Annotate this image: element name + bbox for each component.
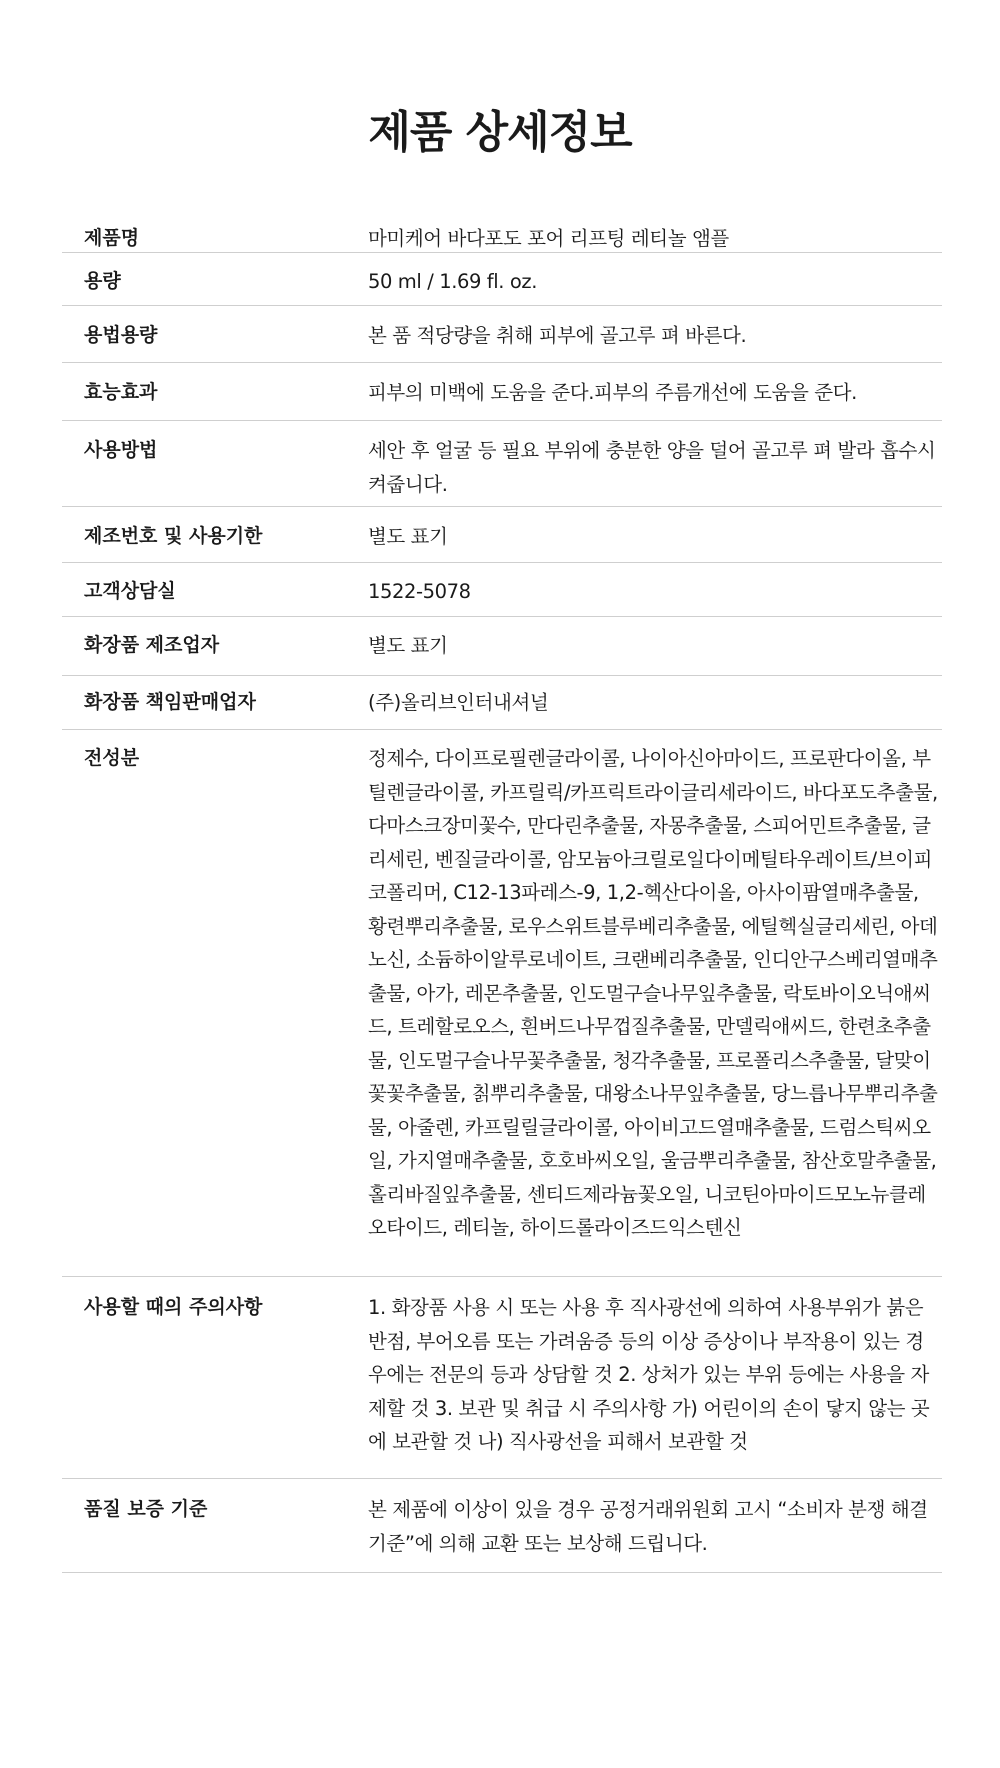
spec-row-distributor: [62, 676, 942, 730]
spec-value: 1522-5078: [368, 580, 471, 603]
spec-row-dosage: [62, 306, 942, 363]
spec-value: (주)올리브인터내셔널: [368, 691, 549, 714]
spec-label: 제품명: [84, 227, 140, 249]
spec-row-lot-expiry: [62, 507, 942, 563]
spec-row-volume: [62, 253, 942, 306]
spec-label: 사용방법: [84, 439, 158, 461]
spec-row-quality-guarantee: [62, 1479, 942, 1573]
spec-row-customer-service: [62, 563, 942, 617]
spec-label: 고객상담실: [84, 580, 176, 602]
spec-value: 마미케어 바다포도 포어 리프팅 레티놀 앰플: [368, 227, 729, 250]
spec-row-ingredients: [62, 730, 942, 1277]
spec-label: 용법용량: [84, 324, 158, 346]
spec-row-precautions: [62, 1277, 942, 1479]
spec-label: 화장품 책임판매업자: [84, 691, 256, 713]
spec-row-product-name: [62, 222, 942, 253]
spec-label: 화장품 제조업자: [84, 634, 220, 656]
page-title: 제품 상세정보: [368, 107, 632, 158]
spec-value: 세안 후 얼굴 등 필요 부위에 충분한 양을 덜어 골고루 펴 발라 흡수시켜줍니다.: [368, 439, 936, 496]
spec-value: 별도 표기: [368, 525, 448, 548]
spec-label: 사용할 때의 주의사항: [84, 1296, 263, 1318]
spec-label: 품질 보증 기준: [84, 1498, 208, 1520]
spec-row-usage: [62, 421, 942, 507]
spec-value: 50 ml / 1.69 fl. oz.: [368, 270, 538, 293]
spec-label: 전성분: [84, 747, 140, 769]
spec-value: 본 제품에 이상이 있을 경우 공정거래위원회 고시 “소비자 분쟁 해결 기준”에 의해 교환 또는 보상해 드립니다.: [368, 1498, 928, 1555]
spec-value: 1. 화장품 사용 시 또는 사용 후 직사광선에 의하여 사용부위가 붉은 반점, 부어오름 또는 가려움증 등의 이상 증상이나 부작용이 있는 경우에는 전문의 등과 상담할 것 2. 상처가 있는 부위 등에는 사용을 자제할 것 3. 보관 및 취급 시 주의사항 가) 어린이의 손이 닿지 않는 곳에 보관할 것 나) 직사광선을 피해서 보관할 것: [368, 1296, 930, 1453]
spec-row-efficacy: [62, 363, 942, 421]
spec-label: 제조번호 및 사용기한: [84, 525, 263, 547]
spec-label: 효능효과: [84, 381, 158, 403]
spec-value: 정제수, 다이프로필렌글라이콜, 나이아신아마이드, 프로판다이올, 부틸렌글라이콜, 카프릴릭/카프릭트라이글리세라이드, 바다포도추출물, 다마스크장미꽃수, 만다린추출물, 자몽추출물, 스피어민트추출물, 글리세린, 벤질글라이콜, 암모늄아크릴로일다이메틸타우레이트/브이피코폴리머, C12-13파레스-9, 1,2-헥산다이올, 아사이팜열매추출물, 황련뿌리추출물, 로우스위트블루베리추출물, 에틸헥실글리세린, 아데노신, 소듐하이알루로네이트, 크랜베리추출물, 인디안구스베리열매추출물, 아가, 레몬추출물, 인도멀구슬나무잎추출물, 락토바이오닉애씨드, 트레할로오스, 흰버드나무껍질추출물, 만델릭애씨드, 한련초추출물, 인도멀구슬나무꽃추출물, 청각추출물, 프로폴리스추출물, 달맞이꽃꽃추출물, 칡뿌리추출물, 대왕소나무잎추출물, 당느릅나무뿌리추출물, 아줄렌, 카프릴릴글라이콜, 아이비고드열매추출물, 드럼스틱씨오일, 가지열매추출물, 호호바씨오일, 울금뿌리추출물, 참산호말추출물, 홀리바질잎추출물, 센티드제라늄꽃오일, 니코틴아마이드모노뉴클레오타이드, 레티놀, 하이드롤라이즈드익스텐신: [368, 747, 938, 1239]
spec-value: 별도 표기: [368, 634, 448, 657]
spec-row-manufacturer: [62, 617, 942, 676]
product-spec-table: [62, 222, 942, 1573]
spec-value: 피부의 미백에 도움을 준다.피부의 주름개선에 도움을 준다.: [368, 381, 857, 404]
spec-value: 본 품 적당량을 취해 피부에 골고루 펴 바른다.: [368, 324, 747, 347]
spec-label: 용량: [84, 270, 121, 292]
